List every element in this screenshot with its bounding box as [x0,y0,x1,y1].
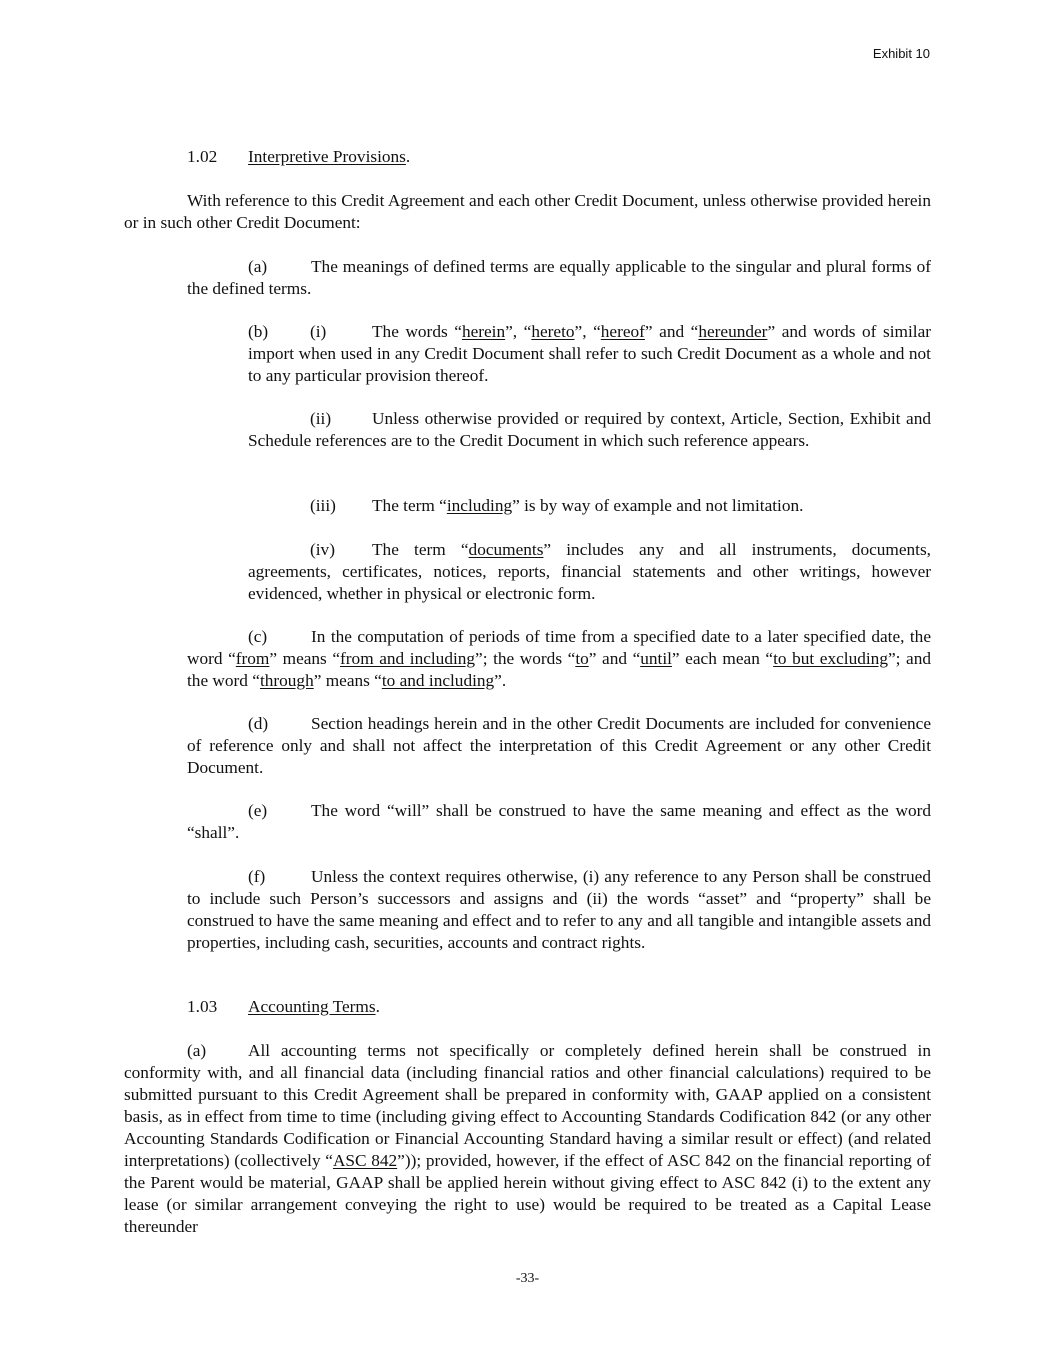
section-title-period: . [375,997,380,1016]
clause-c [187,626,931,692]
defined-term-hereto: hereto [531,322,575,341]
clause-label: (d) [248,714,269,733]
clause-a [187,256,931,300]
section-title-period: . [405,147,411,166]
section-heading-1-02 [187,146,410,168]
defined-term-hereunder: hereunder [698,322,768,341]
clause-label: (a) [248,257,268,276]
section-title: Interpretive Provisions [248,147,406,166]
clause-text: Section headings herein and in the other Credit Documents are included for convenience of reference only and shall not affect the interpretation of this Credit Agreement or any other Credit Document. [187,714,931,777]
clause-label: (a) [187,1041,207,1060]
page-number: -33- [515,1271,540,1286]
clause-text: Unless the context requires otherwise, (i) any reference to any Person shall be construed to include such Person’s successors and assigns and (ii) the words “asset” and “property” shall be construed to have the same meaning and effect and to refer to any and all tangible and intangible assets and properties, including cash, securities, accounts and contract rights. [187,867,931,952]
clause-text: ” is by way of example and not limitation. [512,496,804,515]
clause-text: The term “ [372,496,447,515]
accounting-clause-a [124,1040,931,1238]
clause-text: ” means “ [269,649,341,668]
section-number: 1.03 [187,997,218,1016]
defined-term-to-but-excluding: to but excluding [773,649,888,668]
defined-term-to: to [575,649,589,668]
clause-text: All accounting terms not specifically or completely defined herein shall be construed in conformity with, and all financial data (including financial ratios and other financial calculations) required to be submitted pursuant to this Credit Agreement shall be prepared in conformity with, GAAP applied on a consistent basis, as in effect from time to time (including giving effect to Accounting Standards Codification 842 (or any other Accounting Standards Codification or Financial Accounting Standard having a similar result or effect) (and related interpretations) (collectively “ [124,1041,931,1170]
defined-term-asc-842: ASC 842 [332,1151,398,1170]
clause-text: The term “ [372,540,469,559]
clause-text: ”, “ [505,322,532,341]
defined-term-through: through [259,671,314,690]
clause-label: (b) [248,322,269,341]
exhibit-label: Exhibit 10 [872,46,930,61]
subclause-label: (iv) [310,540,335,559]
clause-d [187,713,931,779]
clause-text: ” includes any and all instruments, documents, agreements, certificates, notices, reports, financial statements and other writings, however evidenced, whether in physical or electronic form. [248,540,931,603]
clause-text: The words “ [372,322,462,341]
clause-text: ” and “ [644,322,699,341]
clause-text: Unless otherwise provided or required by context, Article, Section, Exhibit and Schedule references are to the Credit Document in which such reference appears. [248,409,931,450]
clause-text: ”. [494,671,507,690]
intro-paragraph: With reference to this Credit Agreement and each other Credit Document, unless otherwise provided herein or in such other Credit Document: [124,191,931,232]
clause-b-i [248,321,931,387]
clause-text: In the computation of periods of time from a specified date to a later specified date, the word “ [187,627,931,668]
clause-text: ” means “ [313,671,382,690]
clause-b-iv [248,539,931,605]
subclause-label: (ii) [310,409,332,428]
section-heading-1-03 [187,996,380,1018]
defined-term-to-and-including: to and including [381,671,495,690]
clause-text: ”; the words “ [475,649,576,668]
clause-label: (e) [248,801,268,820]
defined-term-including: including [446,496,513,515]
section-number: 1.02 [187,147,218,166]
clause-text: ” each mean “ [671,649,774,668]
clause-text: ”)); provided, however, if the effect of ASC 842 on the financial reporting of the Parent would be material, GAAP shall be applied herein without giving effect to ASC 842 (i) to the extent any lease (or similar arrangement conveying the right to use) would be required to be treated as a Capital Lease thereunder [124,1151,931,1236]
clause-text: ”; and the word “ [187,649,931,690]
clause-b-iii [248,495,931,517]
defined-term-until: until [640,649,672,668]
clause-e [187,800,931,844]
defined-term-hereof: hereof [600,322,645,341]
section-title: Accounting Terms [248,997,376,1016]
subclause-label: (i) [310,322,327,341]
defined-term-herein: herein [461,322,506,341]
defined-term-from-and-including: from and including [340,649,476,668]
clause-b-ii [248,408,931,452]
subclause-label: (iii) [310,496,336,515]
clause-text: ”, “ [574,322,601,341]
clause-label: (f) [248,867,266,886]
defined-term-from: from [235,649,270,668]
clause-text: The word “will” shall be construed to have the same meaning and effect as the word “shall”. [187,801,931,842]
defined-term-documents: documents [468,540,544,559]
clause-text: ” and words of similar import when used in any Credit Document shall refer to such Credit Document as a whole and not to any particular provision thereof. [248,322,931,385]
clause-text: The meanings of defined terms are equally applicable to the singular and plural forms of the defined terms. [187,257,931,298]
clause-label: (c) [248,627,268,646]
clause-f [187,866,931,954]
clause-text: ” and “ [588,649,641,668]
